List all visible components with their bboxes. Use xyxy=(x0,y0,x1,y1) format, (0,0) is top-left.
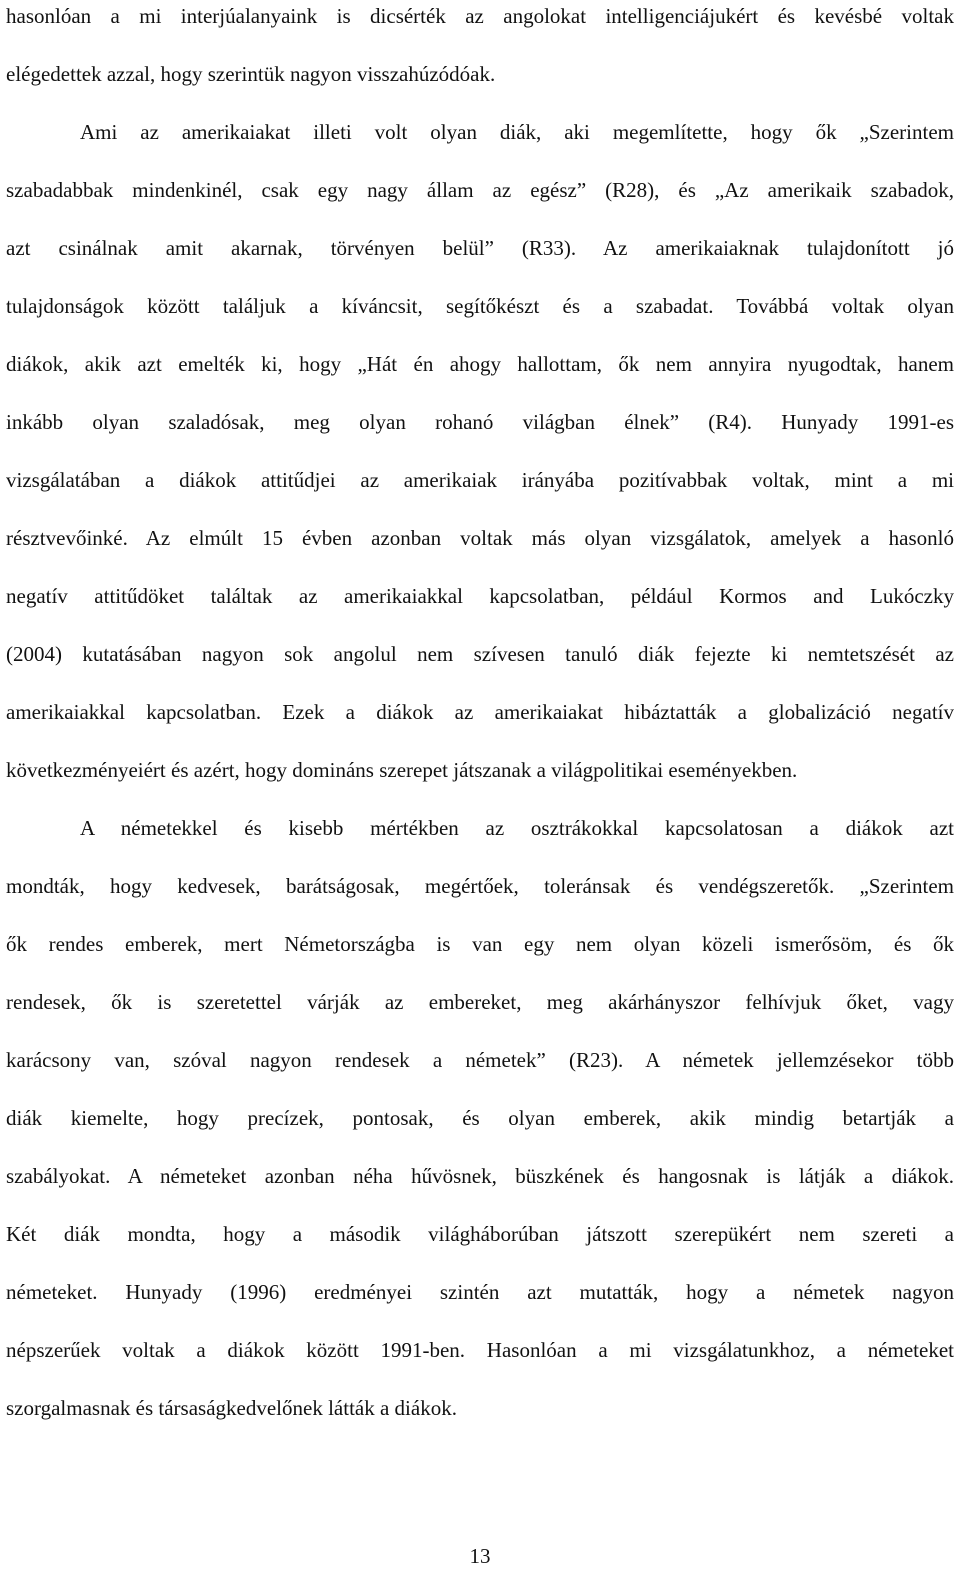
text-line-24: népszerűek voltak a diákok között 1991-ben. Hasonlóan a mi vizsgálatunkhoz, a németeket xyxy=(6,1338,954,1362)
text-line-4: szabadabbak mindenkinél, csak egy nagy állam az egész” (R28), és „Az amerikaik szabadok, xyxy=(6,178,954,202)
text-line-17: ők rendes emberek, mert Németországba is van egy nem olyan közeli ismerősöm, és ők xyxy=(6,932,954,956)
text-line-11: negatív attitűdöket találtak az amerikaiakkal kapcsolatban, például Kormos and Lukóczky xyxy=(6,584,954,608)
text-line-5: azt csinálnak amit akarnak, törvényen belül” (R33). Az amerikaiaknak tulajdonított jó xyxy=(6,236,954,260)
text-line-12: (2004) kutatásában nagyon sok angolul nem szívesen tanuló diák fejezte ki nemtetszését az xyxy=(6,642,954,666)
text-line-23: németeket. Hunyady (1996) eredményei szintén azt mutatták, hogy a németek nagyon xyxy=(6,1280,954,1304)
page-number: 13 xyxy=(469,1544,491,1568)
text-line-2: elégedettek azzal, hogy szerintük nagyon visszahúzódóak. xyxy=(6,62,496,86)
text-line-21: szabályokat. A németeket azonban néha hűvösnek, büszkének és hangosnak is látják a diákok. xyxy=(6,1164,954,1188)
text-line-10: résztvevőinké. Az elmúlt 15 évben azonban voltak más olyan vizsgálatok, amelyek a hasonló xyxy=(6,526,954,550)
text-line-18: rendesek, ők is szeretettel várják az embereket, meg akárhányszor felhívjuk őket, vagy xyxy=(6,990,954,1014)
text-line-13: amerikaiakkal kapcsolatban. Ezek a diákok az amerikaiakat hibáztatták a globalizáció negatív xyxy=(6,700,954,724)
text-line-25: szorgalmasnak és társaságkedvelőnek látták a diákok. xyxy=(6,1396,457,1420)
text-line-9: vizsgálatában a diákok attitűdjei az amerikaiak irányába pozitívabbak voltak, mint a mi xyxy=(6,468,954,492)
text-line-8: inkább olyan szaladósak, meg olyan rohanó világban élnek” (R4). Hunyady 1991-es xyxy=(6,410,954,434)
text-line-20: diák kiemelte, hogy precízek, pontosak, és olyan emberek, akik mindig betartják a xyxy=(6,1106,954,1130)
text-line-6: tulajdonságok között találjuk a kíváncsit, segítőkészt és a szabadat. Továbbá voltak olyan xyxy=(6,294,954,318)
text-line-15: A németekkel és kisebb mértékben az osztrákokkal kapcsolatosan a diákok azt xyxy=(80,816,954,840)
text-line-19: karácsony van, szóval nagyon rendesek a németek” (R23). A németek jellemzésekor több xyxy=(6,1048,954,1072)
text-line-16: mondták, hogy kedvesek, barátságosak, megértőek, toleránsak és vendégszeretők. „Szerintem xyxy=(6,874,954,898)
text-line-1: hasonlóan a mi interjúalanyaink is dicsérték az angolokat intelligenciájukért és kevésbé voltak xyxy=(6,4,954,28)
text-line-3: Ami az amerikaiakat illeti volt olyan diák, aki megemlítette, hogy ők „Szerintem xyxy=(80,120,954,144)
text-line-22: Két diák mondta, hogy a második világháborúban játszott szerepükért nem szereti a xyxy=(6,1222,954,1246)
text-line-14: következményeiért és azért, hogy domináns szerepet játszanak a világpolitikai eseményekben. xyxy=(6,758,798,782)
text-line-7: diákok, akik azt emelték ki, hogy „Hát én ahogy hallottam, ők nem annyira nyugodtak, hanem xyxy=(6,352,954,376)
